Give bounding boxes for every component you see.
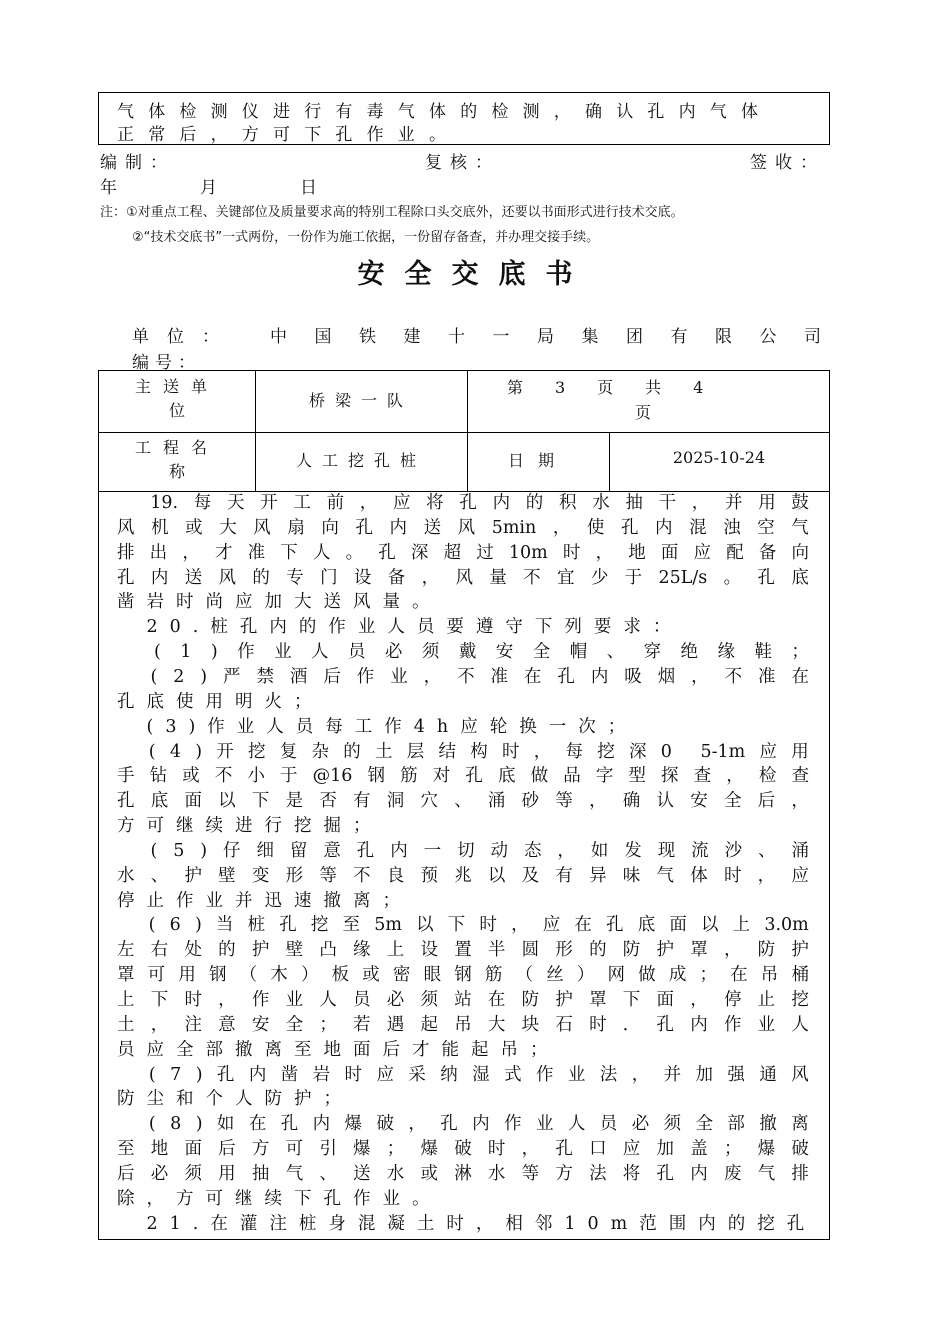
note-1: 注：①对重点工程、关键部位及质量要求高的特别工程除口头交底外，还要以书面形式进行技术交底。 [100,205,684,220]
page-info-line-1: 第 3 页 共 4 [507,378,704,397]
body-line: 手 钻 或 不 小 于 @16 钢 筋 对 孔 底 做 品 字 型 探 查 ， 检 查 [117,766,809,787]
body-line: ( 5 ) 仔 细 留 意 孔 内 一 切 动 态 ， 如 发 现 流 沙 、 涌 [150,840,809,861]
disclosure-table [98,370,830,1240]
body-line: 左 右 处 的 护 壁 凸 缘 上 设 置 半 圆 形 的 防 护 罩 ， 防 护 [117,940,809,961]
body-line: 水 、 护 壁 变 形 等 不 良 预 兆 以 及 有 异 味 气 体 时 ， 应 [117,865,809,886]
body-line: 土 ， 注 意 安 全 ； 若 遇 起 吊 大 块 石 时 ． 孔 内 作 业 人 [117,1014,809,1035]
col-divider-2 [467,371,468,491]
body-line: ( 2 ) 严 禁 酒 后 作 业 ， 不 准 在 孔 内 吸 烟 ， 不 准 在 [150,666,809,687]
continuation-line-1: 气体检测仪进行有毒气体的检测，确认孔内气体 [117,102,773,122]
body-line: 孔 内 送 风 的 专 门 设 备 ， 风 量 不 宜 少 于 25L/s 。 孔 底 [117,567,809,588]
body-line: 除，方可继续下孔作业。 [117,1188,442,1209]
body-line: 防尘和个人防护； [117,1089,353,1110]
date-value: 2025-10-24 [672,448,766,467]
send-unit-label-1: 主送单 [134,377,219,396]
document-title: 安全交底书 [357,259,593,290]
body-line: 后 必 须 用 抽 气 、 送 水 或 淋 水 等 方 法 将 孔 内 废 气 排 [117,1163,809,1184]
project-label-2: 称 [168,462,185,481]
number-label: 编号： [132,353,201,373]
unit-value: 中国铁建十一局集团有限公司 [270,327,849,347]
body-line: 孔 底 面 以 下 是 否 有 洞 穴 、 涌 砂 等 ， 确 认 安 全 后 ， [117,791,809,812]
body-line: 员应全部撤离至地面后才能起吊； [117,1039,560,1060]
body-line: 孔底使用明火； [117,691,324,712]
note-2: ②“技术交底书”一式两份，一份作为施工依据，一份留存备查，并办理交接手续。 [132,230,600,245]
body-line: 20.桩孔内的作业人员要遵守下列要求： [117,617,683,638]
body-line: ( 4 ) 开 挖 复 杂 的 土 层 结 构 时 ， 每 挖 深 0 5-1m 应 用 [148,741,809,762]
month-label: 月 [200,178,225,198]
body-line: 21.在灌注桩身混凝土时，相邻10m范围内的挖孔 [117,1213,817,1234]
body-line: (3)作业人员每工作4h应轮换一次； [117,716,638,737]
body-line: 至 地 面 后 方 可 引 爆 ； 爆 破 时 ， 孔 口 应 加 盖 ； 爆 破 [117,1139,809,1160]
body-line: 凿岩时尚应加大送风量。 [117,592,442,613]
body-line: 罩 可 用 钢 （ 木 ） 板 或 密 眼 钢 筋 （ 丝 ） 网 做 成 ； 在 吊 桶 [117,965,809,986]
send-unit-value: 桥梁一队 [308,391,413,410]
continuation-box [98,92,830,145]
body-line: 排 出 ， 才 准 下 人 。 孔 深 超 过 10m 时 ， 地 面 应 配 备 向 [117,542,809,563]
page-info-line-2: 页 [635,403,652,422]
day-label: 日 [300,178,325,198]
unit-label: 单位： [132,327,237,347]
project-value: 人工挖孔桩 [295,451,426,470]
compile-label: 编制： [100,153,175,173]
body-line: ( 1 ) 作 业 人 员 必 须 戴 安 全 帽 、 穿 绝 缘 鞋 ； [153,642,809,663]
body-line: ( 7 ) 孔 内 凿 岩 时 应 采 纳 湿 式 作 业 法 ， 并 加 强 通 风 [148,1064,809,1085]
body-line: 停止作业并迅速撤离； [117,890,412,911]
body-line: 方可继续进行挖掘； [117,816,383,837]
continuation-line-2: 正常后，方可下孔作业。 [117,125,461,145]
body-line: ( 8 ) 如 在 孔 内 爆 破 ， 孔 内 作 业 人 员 必 须 全 部 撤 离 [148,1114,809,1135]
send-unit-label-2: 位 [168,401,185,420]
row-divider-1 [99,432,829,433]
body-line: 风 机 或 大 风 扇 向 孔 内 送 风 5min ， 使 孔 内 混 浊 空 气 [117,517,809,538]
receive-label: 签收： [750,153,825,173]
body-line: ( 6 ) 当 桩 孔 挖 至 5m 以 下 时 ， 应 在 孔 底 面 以 上 3.0m [148,915,809,936]
project-label-1: 工程名 [134,438,219,457]
review-label: 复核： [425,153,500,173]
year-label: 年 [100,178,125,198]
date-label: 日期 [507,451,568,470]
body-line: 19. 每 天 开 工 前 ， 应 将 孔 内 的 积 水 抽 干 ， 并 用 鼓 [150,493,809,513]
body-line: 上 下 时 ， 作 业 人 员 必 须 站 在 防 护 罩 下 面 ， 停 止 挖 [117,990,809,1010]
